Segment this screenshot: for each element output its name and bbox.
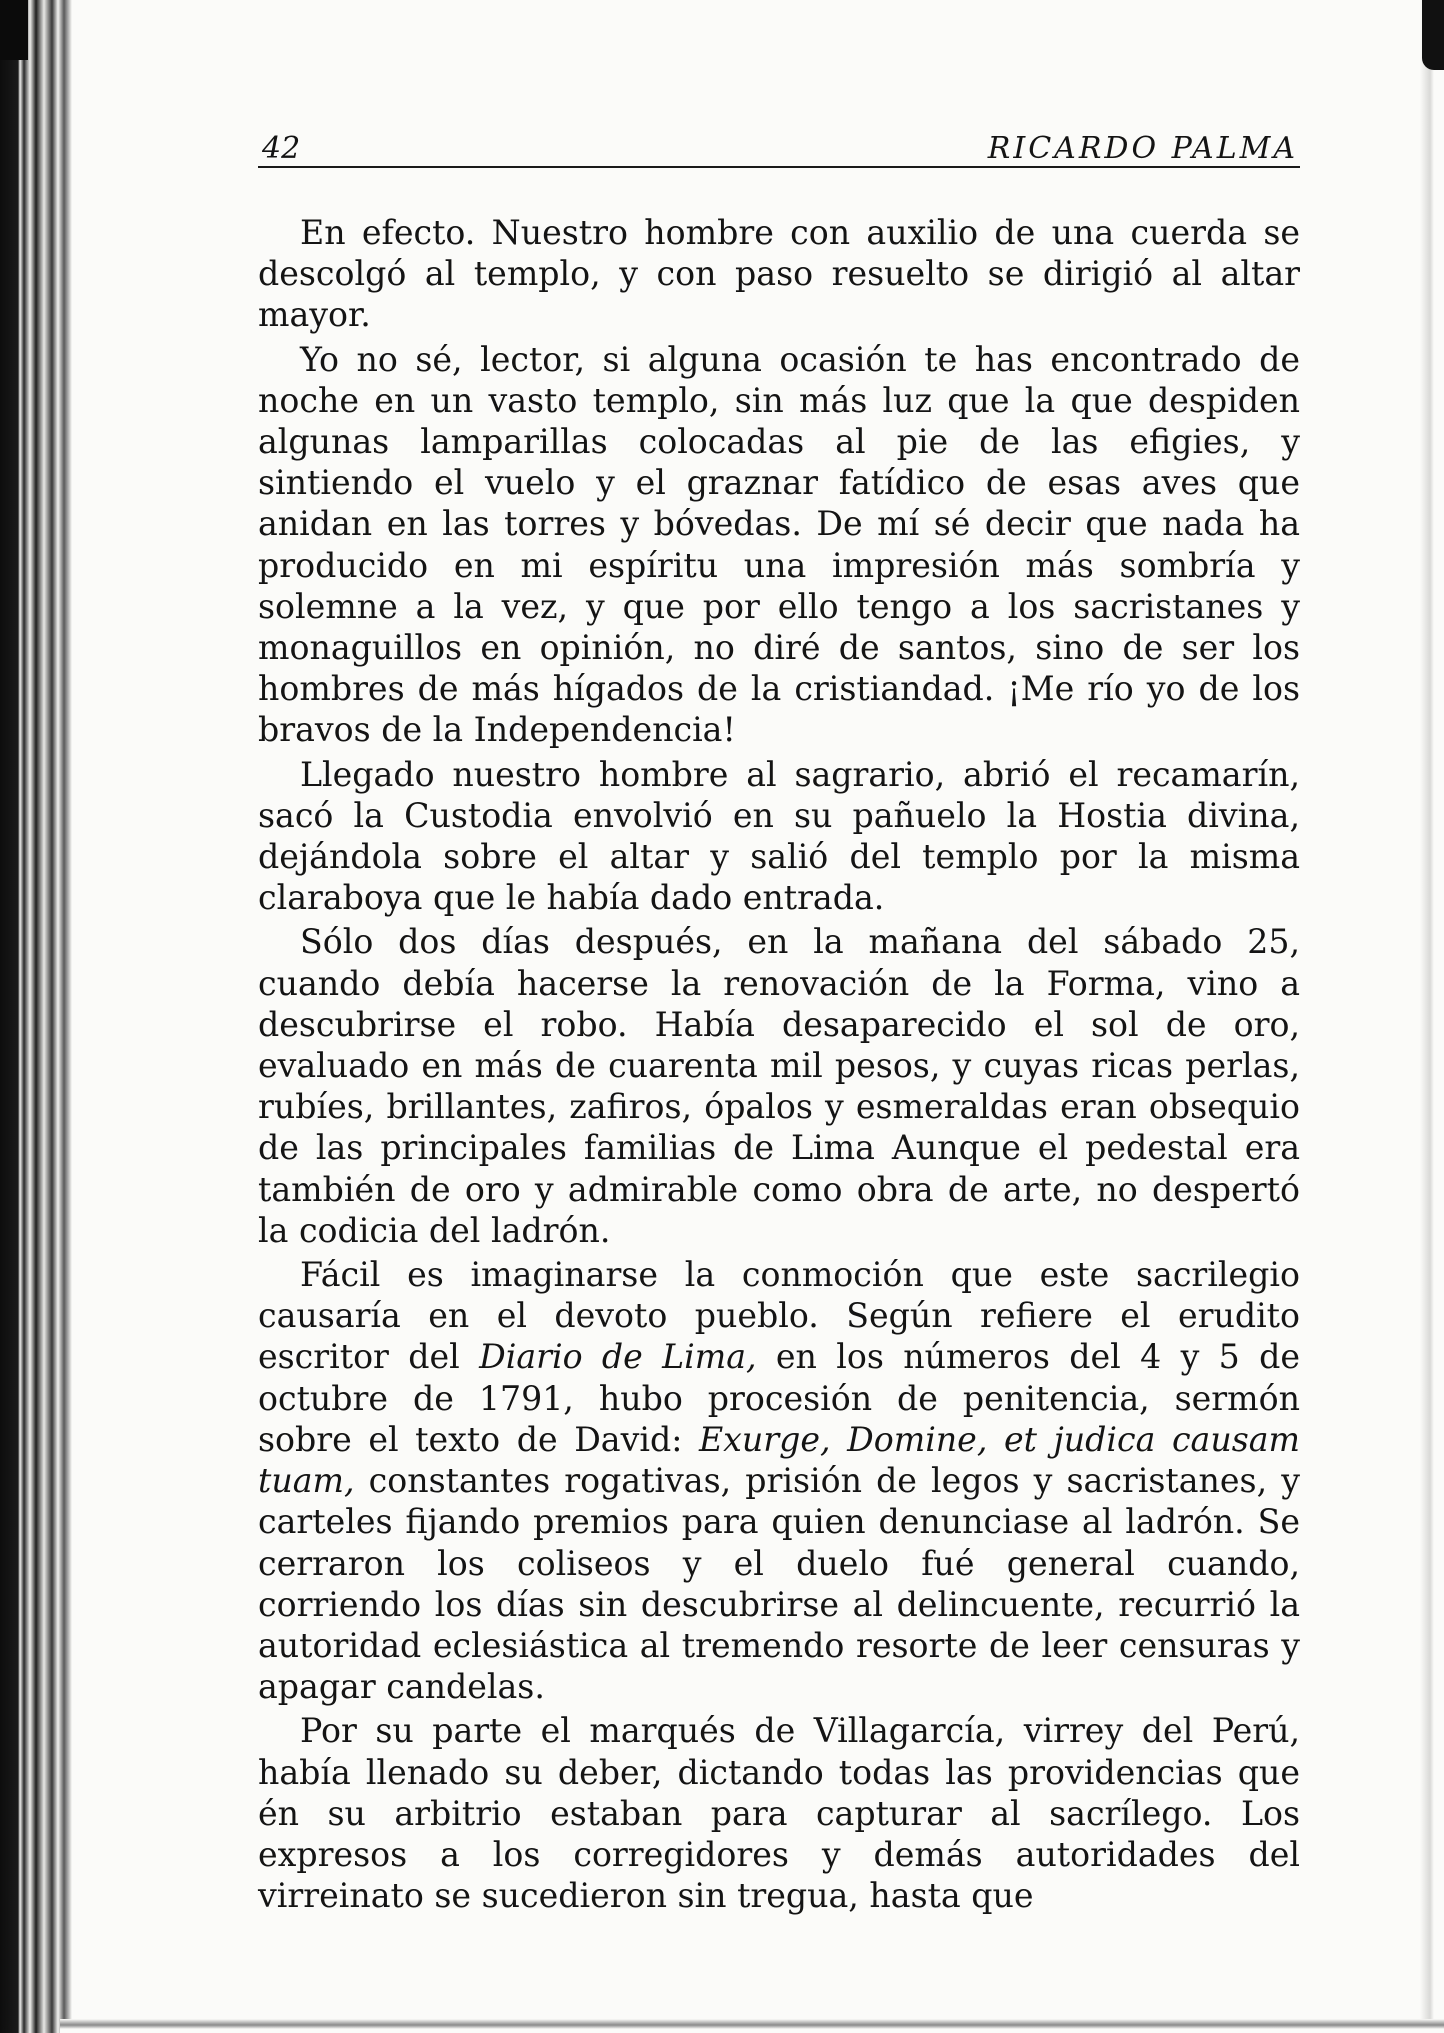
paragraph-6: Por su parte el marqués de Villagarcía, virrey del Perú, había llenado su deber, dictando todas las providencias que én su arbitrio estaban para capturar al sacrílego. Los expresos a los corregidores y demás autoridades del virreinato se sucedieron sin tregua, hasta que	[258, 1711, 1300, 1916]
page-bottom-edge	[60, 2019, 1444, 2033]
paragraph-3: Llegado nuestro hombre al sagrario, abrió el recamarín, sacó la Custodia envolvió en su pañuelo la Hostia divina, dejándola sobre el altar y salió del templo por la misma claraboya que le había dado entrada.	[258, 754, 1300, 918]
body-text	[258, 212, 1300, 1919]
paragraph-5-part-3: constantes rogativas, prisión de legos y sacristanes, y carteles fijando premios para quien denunciase al ladrón. Se cerraron los coliseos y el duelo fué general cuando, corriendo los días sin descubrirse al delincuente, recurrió la autoridad eclesiástica al tremendo resorte de leer censuras y apagar candelas.	[258, 1461, 1300, 1707]
paragraph-5	[258, 1254, 1300, 1707]
page-corner-shadow	[1422, 0, 1444, 70]
paragraph-4: Sólo dos días después, en la mañana del sábado 25, cuando debía hacerse la renovación de la Forma, vino a descubrirse el robo. Había desaparecido el sol de oro, evaluado en más de cuarenta mil pesos, y cuyas ricas perlas, rubíes, brillantes, zafiros, ópalos y esmeraldas eran obsequio de las principales familias de Lima Aunque el pedestal era también de oro y admirable como obra de arte, no despertó la codicia del ladrón.	[258, 922, 1300, 1250]
paragraph-5-part-1: Fácil es imaginarse la conmoción que este sacrilegio causaría en el devoto pueblo. Según refiere el erudito escritor del	[258, 1255, 1300, 1377]
page-header	[258, 132, 1300, 168]
paragraph-2: Yo no sé, lector, si alguna ocasión te has encontrado de noche en un vasto templo, sin más luz que la que despiden algunas lamparillas colocadas al pie de las efigies, y sintiendo el vuelo y el graznar fatídico de esas aves que anidan en las torres y bóvedas. De mí sé decir que nada ha producido en mi espíritu una impresión más sombría y solemne a la vez, y que por ello tengo a los sacristanes y monaguillos en opinión, no diré de santos, sino de ser los hombres de más hígados de la cristiandad. ¡Me río yo de los bravos de la Independencia!	[258, 339, 1300, 750]
paragraph-5-part-2: en los números del 4 y 5 de octubre de 1791, hubo procesión de penitencia, sermón sobre el texto de David:	[258, 1337, 1300, 1459]
page-right-edge	[1420, 0, 1444, 2033]
paragraph-5-italic-2: Exurge, Domine, et judica causam tuam,	[258, 1419, 1300, 1501]
paragraph-1: En efecto. Nuestro hombre con auxilio de una cuerda se descolgó al templo, y con paso resuelto se dirigió al altar mayor.	[258, 213, 1300, 335]
book-spine-edge	[0, 0, 80, 2033]
running-head: RICARDO PALMA	[987, 131, 1298, 166]
paragraph-5-italic-1: Diario de Lima,	[479, 1337, 757, 1377]
spine-shadow	[0, 0, 28, 60]
page-number: 42	[262, 131, 301, 166]
